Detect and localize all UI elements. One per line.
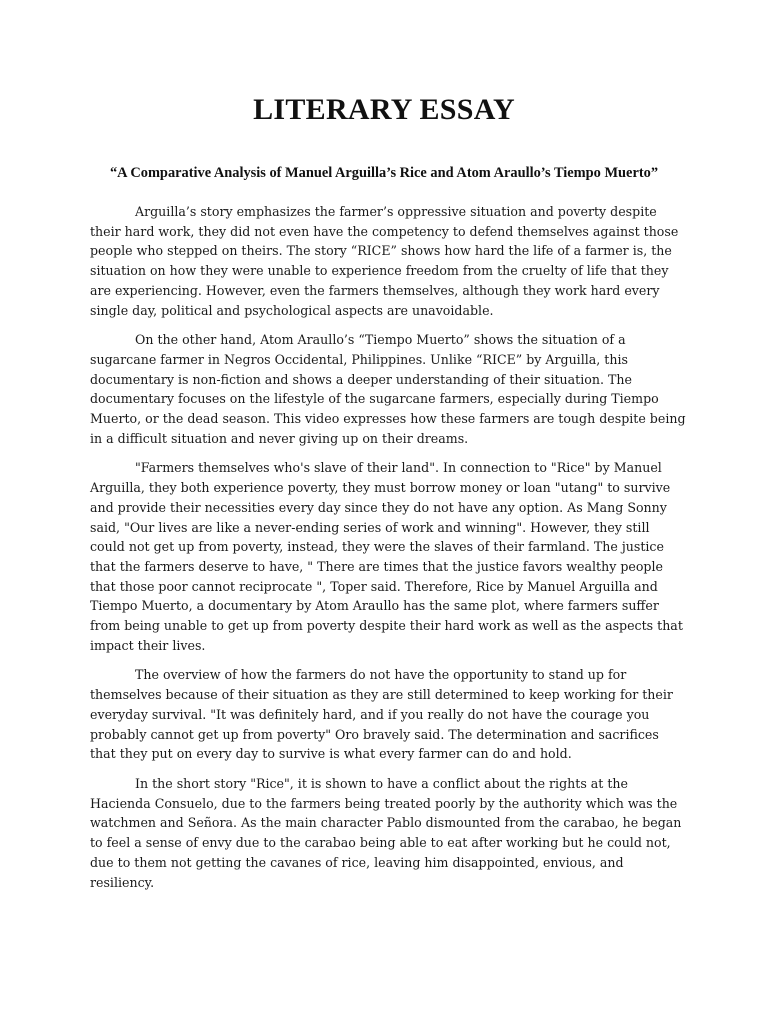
paragraph-4: The overview of how the farmers do not have the opportunity to stand up for themselves because of their situation as they are still determined to keep working for their everyday survival. "It was definitely hard, and if you really do not have the courage you probably cannot get up from poverty" Oro bravely said. The determination and sacrifices that they put on every day to survive is what every farmer can do and hold. — [90, 667, 673, 762]
paragraph-5: In the short story "Rice", it is shown to have a conflict about the rights at the Hacienda Consuelo, due to the farmers being treated poorly by the authority which was the watchmen and Señora. As the main character Pablo dismounted from the carabao, he began to feel a sense of envy due to the carabao being able to eat after working but he could not, due to them not getting the cavanes of rice, leaving him disappointed, envious, and resiliency. — [90, 775, 682, 890]
essay-title: LITERARY ESSAY — [253, 93, 515, 126]
essay-body — [90, 202, 686, 902]
paragraph-3: "Farmers themselves who's slave of their land". In connection to "Rice" by Manuel Arguilla, they both experience poverty, they must borrow money or loan "utang" to survive and provide their necessities every day since they do not have any option. As Mang Sonny said, "Our lives are like a never-ending series of work and winning". However, they still could not get up from poverty, instead, they were the slaves of their farmland. The justice that the farmers deserve to have, " There are times that the justice favors wealthy people that those poor cannot reciprocate ", Toper said. Therefore, Rice by Manuel Arguilla and Tiempo Muerto, a documentary by Atom Araullo has the same plot, where farmers suffer from being unable to get up from poverty despite their hard work as well as the aspects that impact their lives. — [90, 460, 683, 653]
paragraph-2: On the other hand, Atom Araullo’s “Tiempo Muerto” shows the situation of a sugarcane farmer in Negros Occidental, Philippines. Unlike “RICE” by Arguilla, this documentary is non-fiction and shows a deeper understanding of their situation. The documentary focuses on the lifestyle of the sugarcane farmers, especially during Tiempo Muerto, or the dead season. This video expresses how these farmers are tough despite being in a difficult situation and never giving up on their dreams. — [90, 332, 686, 446]
essay-subtitle: “A Comparative Analysis of Manuel Arguilla’s Rice and Atom Araullo’s Tiempo Muerto” — [109, 165, 659, 181]
paragraph-1: Arguilla’s story emphasizes the farmer’s oppressive situation and poverty despite their hard work, they did not even have the competency to defend themselves against those people who stepped on theirs. The story “RICE” shows how hard the life of a farmer is, the situation on how they were unable to experience freedom from the cruelty of life that they are experiencing. However, even the farmers themselves, although they work hard every single day, political and psychological aspects are unavoidable. — [90, 204, 679, 318]
